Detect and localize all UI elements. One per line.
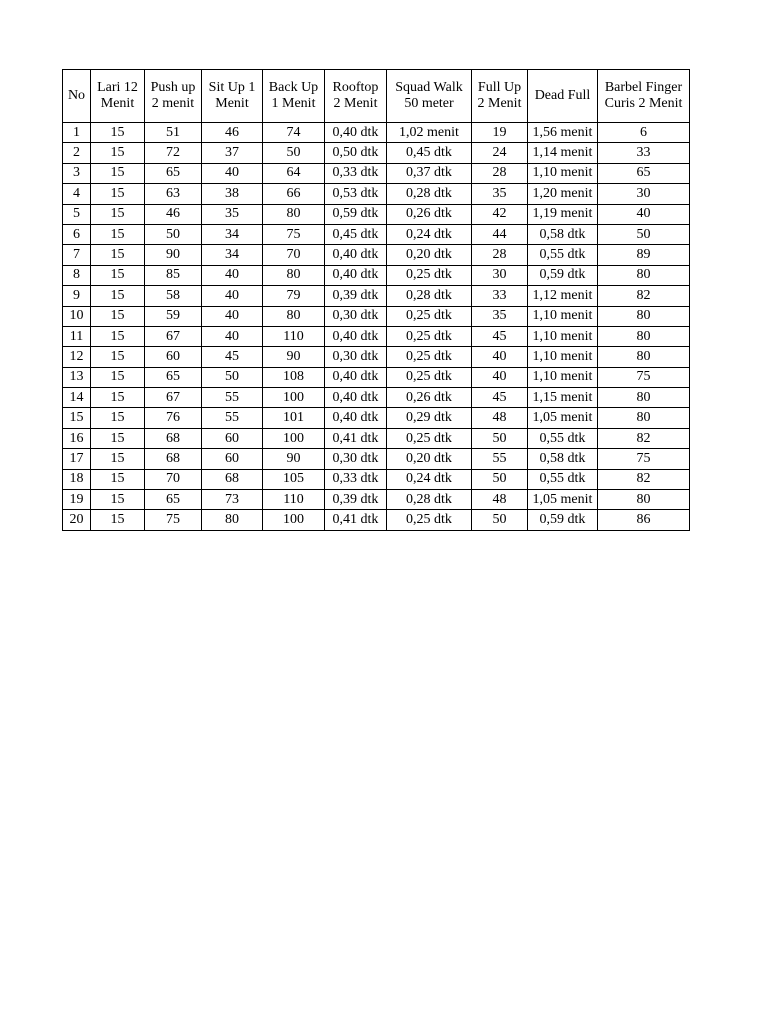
row-number-cell: 20	[63, 510, 91, 530]
table-cell: 35	[472, 306, 528, 326]
table-cell: 15	[91, 510, 145, 530]
table-cell: 0,41 dtk	[325, 428, 387, 448]
table-cell: 0,53 dtk	[325, 184, 387, 204]
table-row	[63, 388, 690, 408]
table-cell: 1,14 menit	[528, 143, 598, 163]
table-cell: 80	[598, 388, 690, 408]
row-number-cell: 14	[63, 388, 91, 408]
table-cell: 15	[91, 265, 145, 285]
table-cell: 28	[472, 245, 528, 265]
table-cell: 0,58 dtk	[528, 224, 598, 244]
table-row	[63, 449, 690, 469]
header-cell: Rooftop 2 Menit	[325, 70, 387, 123]
table-header	[63, 70, 690, 123]
table-cell: 101	[263, 408, 325, 428]
table-row	[63, 510, 690, 530]
table-cell: 1,10 menit	[528, 326, 598, 346]
table-cell: 0,40 dtk	[325, 388, 387, 408]
table-cell: 0,30 dtk	[325, 347, 387, 367]
table-cell: 89	[598, 245, 690, 265]
table-cell: 100	[263, 510, 325, 530]
row-number-cell: 16	[63, 428, 91, 448]
table-cell: 37	[202, 143, 263, 163]
table-row	[63, 490, 690, 510]
table-cell: 0,40 dtk	[325, 408, 387, 428]
table-cell: 67	[145, 326, 202, 346]
table-cell: 30	[598, 184, 690, 204]
table-cell: 35	[472, 184, 528, 204]
table-cell: 42	[472, 204, 528, 224]
table-cell: 1,19 menit	[528, 204, 598, 224]
table-cell: 40	[598, 204, 690, 224]
table-cell: 15	[91, 286, 145, 306]
table-cell: 90	[263, 449, 325, 469]
row-number-cell: 12	[63, 347, 91, 367]
table-cell: 51	[145, 123, 202, 143]
table-cell: 0,39 dtk	[325, 490, 387, 510]
table-cell: 0,28 dtk	[387, 286, 472, 306]
table-cell: 82	[598, 469, 690, 489]
table-cell: 34	[202, 245, 263, 265]
table-cell: 46	[202, 123, 263, 143]
table-cell: 58	[145, 286, 202, 306]
row-number-cell: 8	[63, 265, 91, 285]
table-cell: 15	[91, 449, 145, 469]
table-cell: 0,45 dtk	[325, 224, 387, 244]
table-cell: 68	[202, 469, 263, 489]
table-cell: 0,45 dtk	[387, 143, 472, 163]
table-cell: 0,26 dtk	[387, 388, 472, 408]
table-cell: 30	[472, 265, 528, 285]
table-cell: 80	[598, 265, 690, 285]
table-cell: 0,40 dtk	[325, 326, 387, 346]
header-cell: Push up 2 menit	[145, 70, 202, 123]
table-cell: 15	[91, 326, 145, 346]
table-cell: 80	[263, 306, 325, 326]
table-cell: 1,10 menit	[528, 367, 598, 387]
table-cell: 1,20 menit	[528, 184, 598, 204]
table-cell: 35	[202, 204, 263, 224]
table-cell: 59	[145, 306, 202, 326]
table-cell: 15	[91, 388, 145, 408]
row-number-cell: 7	[63, 245, 91, 265]
table-cell: 0,25 dtk	[387, 326, 472, 346]
table-cell: 66	[263, 184, 325, 204]
table-cell: 0,40 dtk	[325, 123, 387, 143]
table-cell: 0,55 dtk	[528, 469, 598, 489]
table-cell: 0,59 dtk	[325, 204, 387, 224]
table-cell: 0,29 dtk	[387, 408, 472, 428]
table-cell: 15	[91, 123, 145, 143]
table-cell: 65	[145, 490, 202, 510]
header-cell: Lari 12 Menit	[91, 70, 145, 123]
table-row	[63, 184, 690, 204]
table-cell: 45	[202, 347, 263, 367]
table-cell: 0,37 dtk	[387, 163, 472, 183]
table-cell: 0,33 dtk	[325, 469, 387, 489]
table-cell: 15	[91, 224, 145, 244]
table-cell: 100	[263, 388, 325, 408]
table-cell: 80	[598, 408, 690, 428]
table-cell: 80	[598, 326, 690, 346]
table-cell: 0,41 dtk	[325, 510, 387, 530]
table-cell: 65	[598, 163, 690, 183]
table-cell: 1,05 menit	[528, 408, 598, 428]
table-cell: 19	[472, 123, 528, 143]
row-number-cell: 11	[63, 326, 91, 346]
row-number-cell: 2	[63, 143, 91, 163]
table-cell: 50	[472, 510, 528, 530]
table-cell: 48	[472, 490, 528, 510]
table-cell: 1,12 menit	[528, 286, 598, 306]
table-cell: 0,28 dtk	[387, 490, 472, 510]
table-cell: 0,24 dtk	[387, 469, 472, 489]
row-number-cell: 5	[63, 204, 91, 224]
header-cell: Full Up 2 Menit	[472, 70, 528, 123]
table-cell: 60	[202, 428, 263, 448]
table-cell: 80	[263, 204, 325, 224]
table-cell: 50	[202, 367, 263, 387]
table-cell: 0,25 dtk	[387, 510, 472, 530]
table-cell: 110	[263, 490, 325, 510]
table-cell: 65	[145, 163, 202, 183]
table-cell: 24	[472, 143, 528, 163]
table-cell: 55	[202, 388, 263, 408]
table-cell: 38	[202, 184, 263, 204]
table-cell: 45	[472, 388, 528, 408]
table-cell: 0,30 dtk	[325, 449, 387, 469]
fitness-score-table	[62, 69, 690, 531]
table-cell: 80	[202, 510, 263, 530]
row-number-cell: 1	[63, 123, 91, 143]
table-cell: 0,30 dtk	[325, 306, 387, 326]
table-cell: 0,25 dtk	[387, 428, 472, 448]
table-cell: 70	[145, 469, 202, 489]
row-number-cell: 19	[63, 490, 91, 510]
table-cell: 28	[472, 163, 528, 183]
table-cell: 55	[472, 449, 528, 469]
table-cell: 65	[145, 367, 202, 387]
table-cell: 0,58 dtk	[528, 449, 598, 469]
table-cell: 1,15 menit	[528, 388, 598, 408]
table-row	[63, 306, 690, 326]
table-cell: 15	[91, 204, 145, 224]
table-row	[63, 224, 690, 244]
table-row	[63, 469, 690, 489]
table-cell: 40	[202, 326, 263, 346]
row-number-cell: 10	[63, 306, 91, 326]
table-cell: 75	[145, 510, 202, 530]
table-cell: 80	[598, 306, 690, 326]
table-cell: 75	[598, 367, 690, 387]
table-cell: 76	[145, 408, 202, 428]
table-cell: 1,10 menit	[528, 306, 598, 326]
table-cell: 1,05 menit	[528, 490, 598, 510]
table-cell: 86	[598, 510, 690, 530]
table-cell: 0,55 dtk	[528, 245, 598, 265]
row-number-cell: 3	[63, 163, 91, 183]
table-cell: 15	[91, 163, 145, 183]
table-cell: 64	[263, 163, 325, 183]
table-row	[63, 204, 690, 224]
table-cell: 82	[598, 286, 690, 306]
table-cell: 0,26 dtk	[387, 204, 472, 224]
table-row	[63, 367, 690, 387]
row-number-cell: 4	[63, 184, 91, 204]
table-cell: 100	[263, 428, 325, 448]
table-cell: 0,25 dtk	[387, 306, 472, 326]
table-cell: 0,25 dtk	[387, 367, 472, 387]
table-cell: 1,56 menit	[528, 123, 598, 143]
table-cell: 0,33 dtk	[325, 163, 387, 183]
row-number-cell: 15	[63, 408, 91, 428]
table-row	[63, 163, 690, 183]
table-cell: 15	[91, 469, 145, 489]
table-cell: 75	[598, 449, 690, 469]
table-row	[63, 326, 690, 346]
table-cell: 60	[145, 347, 202, 367]
table-cell: 33	[472, 286, 528, 306]
table-cell: 50	[472, 428, 528, 448]
table-cell: 1,10 menit	[528, 163, 598, 183]
table-cell: 46	[145, 204, 202, 224]
table-cell: 68	[145, 428, 202, 448]
table-cell: 80	[263, 265, 325, 285]
table-cell: 40	[202, 306, 263, 326]
table-cell: 79	[263, 286, 325, 306]
table-cell: 0,39 dtk	[325, 286, 387, 306]
table-cell: 0,25 dtk	[387, 265, 472, 285]
table-cell: 40	[202, 286, 263, 306]
table-cell: 33	[598, 143, 690, 163]
table-cell: 70	[263, 245, 325, 265]
table-cell: 0,20 dtk	[387, 245, 472, 265]
table-cell: 6	[598, 123, 690, 143]
table-cell: 0,59 dtk	[528, 510, 598, 530]
table-cell: 0,50 dtk	[325, 143, 387, 163]
header-cell: Squad Walk 50 meter	[387, 70, 472, 123]
table-cell: 0,24 dtk	[387, 224, 472, 244]
table-cell: 40	[472, 347, 528, 367]
table-cell: 15	[91, 245, 145, 265]
table-cell: 40	[472, 367, 528, 387]
table-cell: 40	[202, 163, 263, 183]
header-cell: Back Up 1 Menit	[263, 70, 325, 123]
table-cell: 15	[91, 184, 145, 204]
row-number-cell: 13	[63, 367, 91, 387]
table-cell: 67	[145, 388, 202, 408]
row-number-cell: 18	[63, 469, 91, 489]
table-cell: 50	[145, 224, 202, 244]
table-cell: 90	[263, 347, 325, 367]
header-cell: No	[63, 70, 91, 123]
table-cell: 0,55 dtk	[528, 428, 598, 448]
table-cell: 60	[202, 449, 263, 469]
table-cell: 34	[202, 224, 263, 244]
header-cell: Sit Up 1 Menit	[202, 70, 263, 123]
table-cell: 48	[472, 408, 528, 428]
table-row	[63, 428, 690, 448]
table-row	[63, 286, 690, 306]
header-cell: Barbel Finger Curis 2 Menit	[598, 70, 690, 123]
table-cell: 15	[91, 347, 145, 367]
table-row	[63, 143, 690, 163]
table-cell: 0,40 dtk	[325, 367, 387, 387]
table-cell: 108	[263, 367, 325, 387]
table-cell: 0,28 dtk	[387, 184, 472, 204]
table-cell: 90	[145, 245, 202, 265]
table-row	[63, 245, 690, 265]
table-cell: 80	[598, 490, 690, 510]
table-cell: 40	[202, 265, 263, 285]
table-cell: 68	[145, 449, 202, 469]
table-cell: 73	[202, 490, 263, 510]
table-cell: 1,10 menit	[528, 347, 598, 367]
table-cell: 0,59 dtk	[528, 265, 598, 285]
table-row	[63, 408, 690, 428]
table-row	[63, 123, 690, 143]
table-cell: 85	[145, 265, 202, 285]
table-cell: 1,02 menit	[387, 123, 472, 143]
table-cell: 15	[91, 143, 145, 163]
table-cell: 0,40 dtk	[325, 265, 387, 285]
table-cell: 15	[91, 408, 145, 428]
table-cell: 75	[263, 224, 325, 244]
table-cell: 110	[263, 326, 325, 346]
table-cell: 50	[263, 143, 325, 163]
row-number-cell: 17	[63, 449, 91, 469]
header-cell: Dead Full	[528, 70, 598, 123]
table-cell: 55	[202, 408, 263, 428]
header-row	[63, 70, 690, 123]
table-cell: 15	[91, 306, 145, 326]
table-cell: 50	[598, 224, 690, 244]
table-body	[63, 123, 690, 531]
table-cell: 44	[472, 224, 528, 244]
row-number-cell: 9	[63, 286, 91, 306]
table-cell: 15	[91, 367, 145, 387]
table-cell: 82	[598, 428, 690, 448]
row-number-cell: 6	[63, 224, 91, 244]
table-cell: 105	[263, 469, 325, 489]
table-cell: 0,25 dtk	[387, 347, 472, 367]
table-cell: 50	[472, 469, 528, 489]
table-row	[63, 347, 690, 367]
table-cell: 15	[91, 490, 145, 510]
table-cell: 15	[91, 428, 145, 448]
table-cell: 0,20 dtk	[387, 449, 472, 469]
table-cell: 63	[145, 184, 202, 204]
table-cell: 45	[472, 326, 528, 346]
table-row	[63, 265, 690, 285]
table-cell: 0,40 dtk	[325, 245, 387, 265]
table-cell: 74	[263, 123, 325, 143]
table-cell: 72	[145, 143, 202, 163]
table-cell: 80	[598, 347, 690, 367]
